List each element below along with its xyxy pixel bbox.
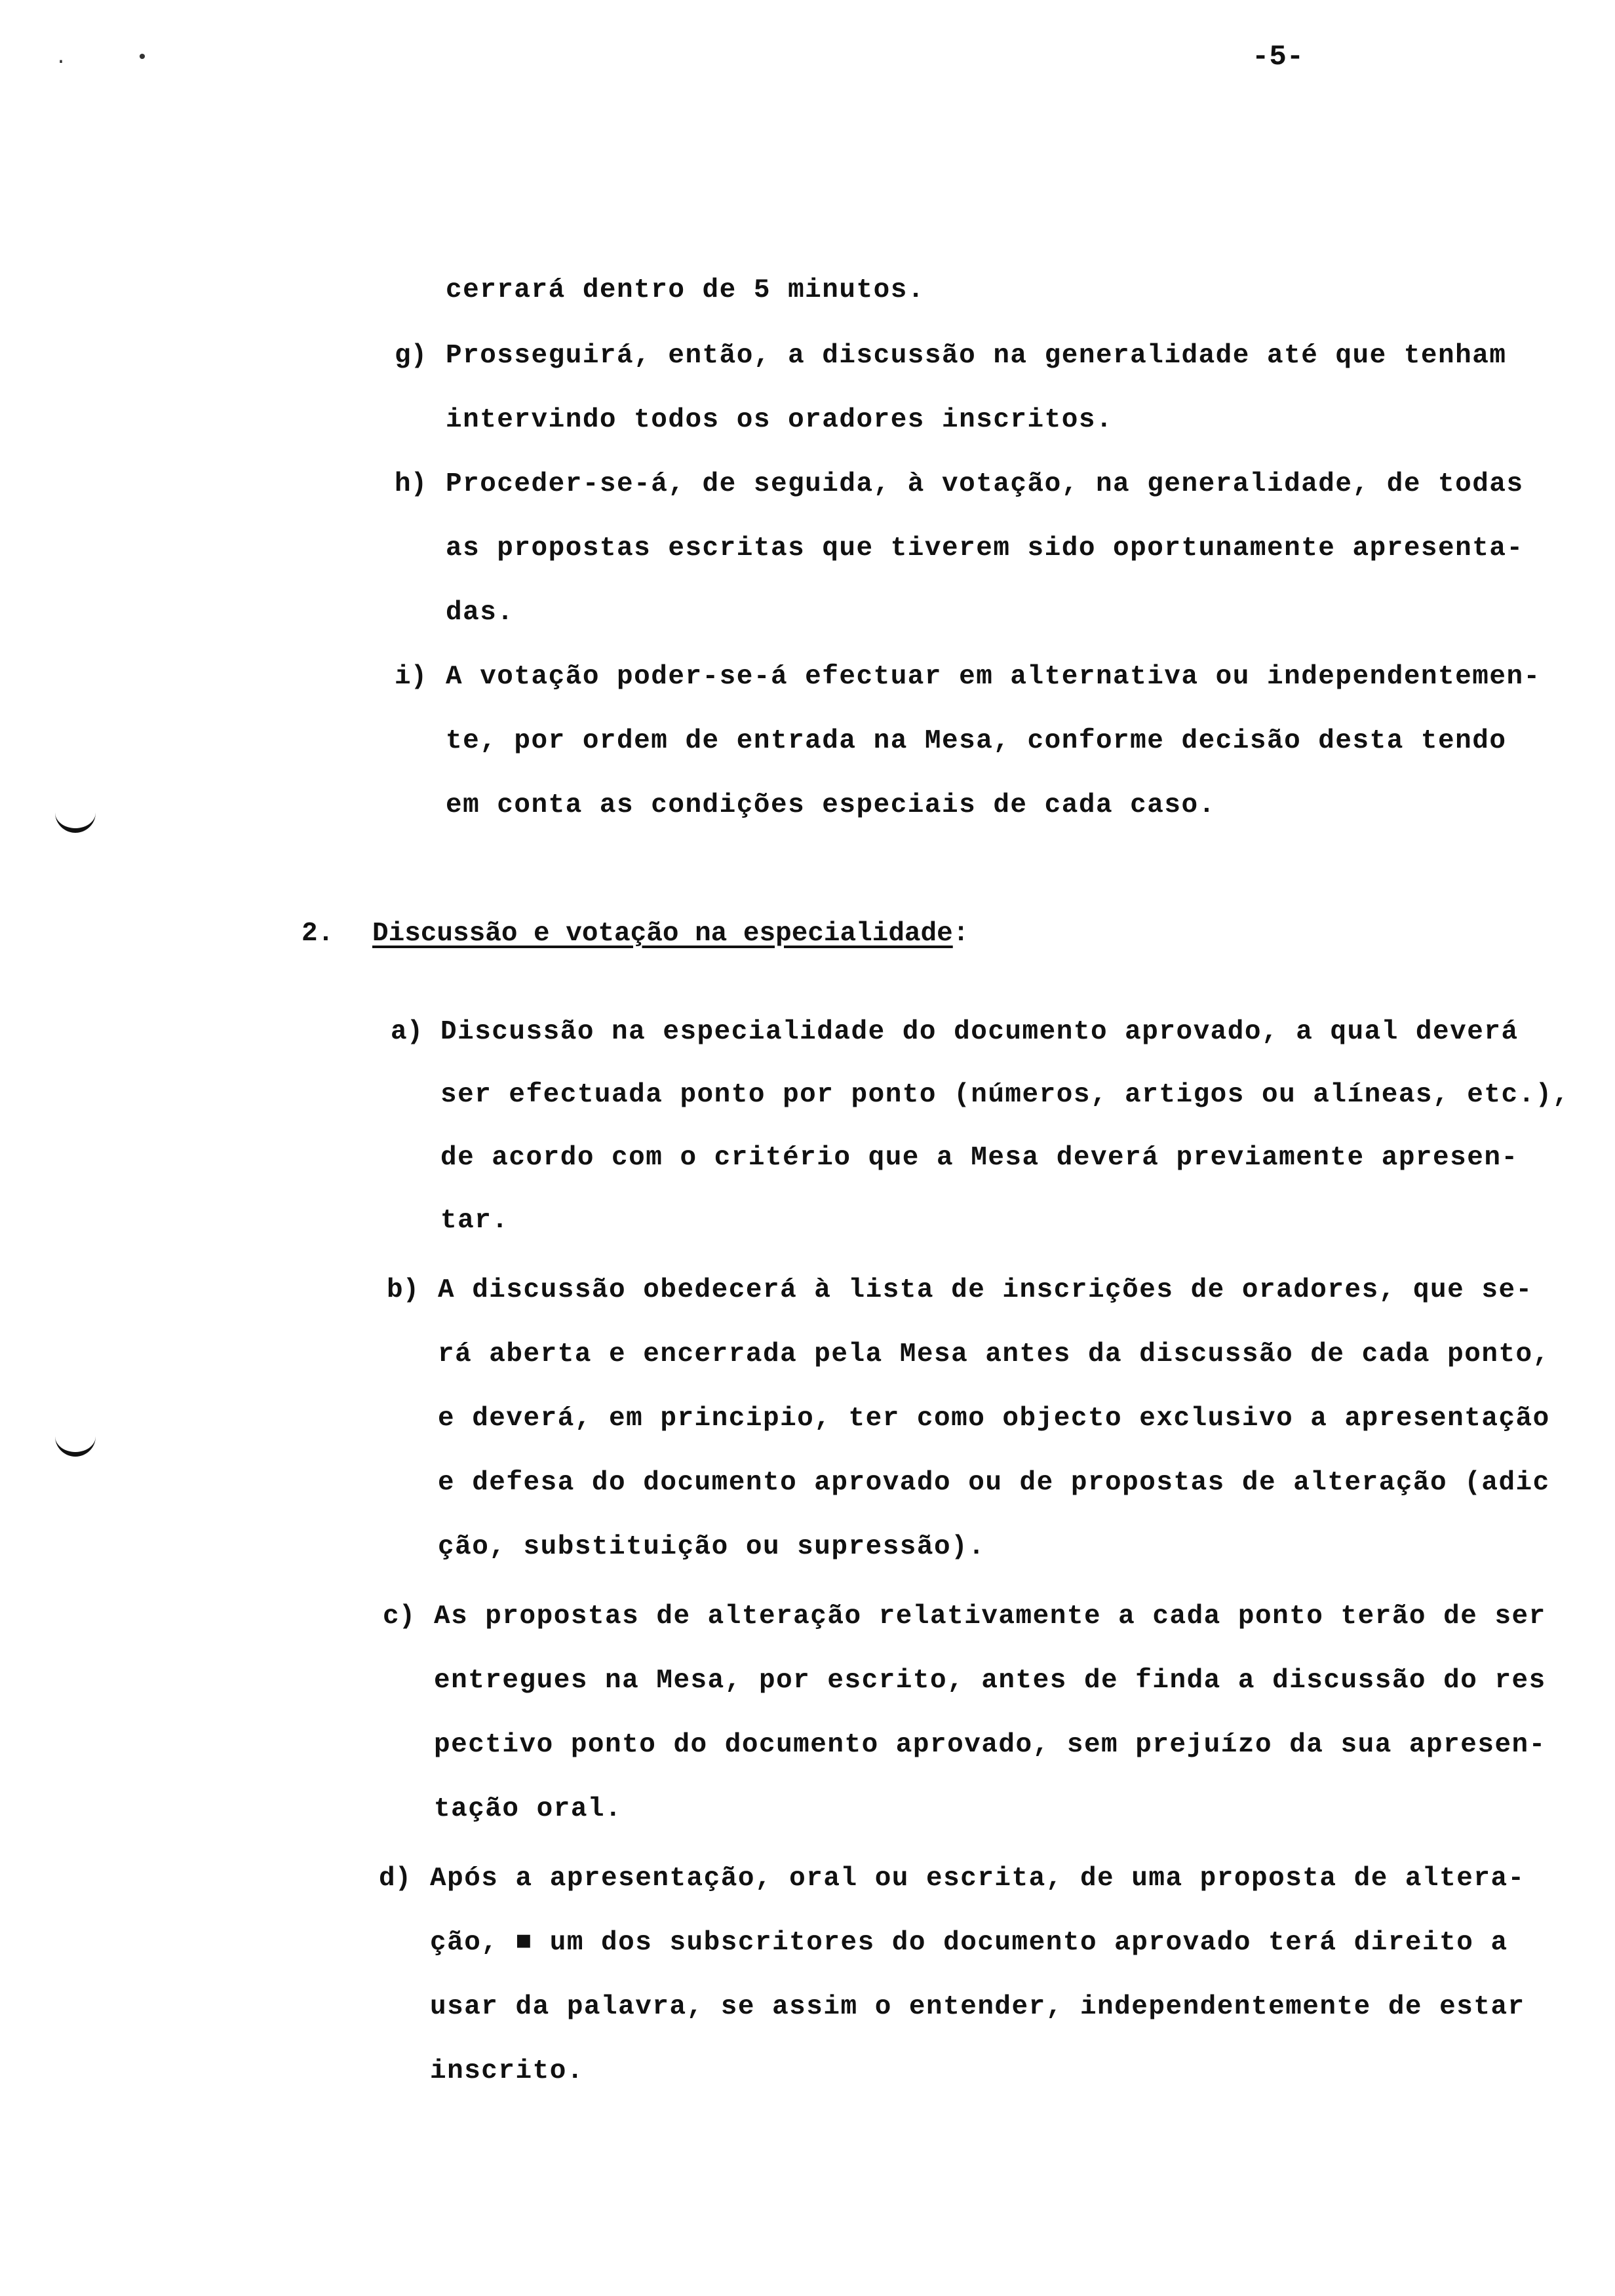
- text-line: pectivo ponto do documento aprovado, sem prejuízo da sua apresen-: [434, 1730, 1546, 1760]
- text-line: ser efectuada ponto por ponto (números, artigos ou alíneas, etc.),: [440, 1080, 1570, 1110]
- text-line: Após a apresentação, oral ou escrita, de uma proposta de altera-: [430, 1864, 1525, 1894]
- item-label-d: d): [379, 1864, 412, 1894]
- text-line: em conta as condições especiais de cada caso.: [446, 790, 1216, 820]
- text-line: as propostas escritas que tiverem sido oportunamente apresenta-: [446, 533, 1524, 564]
- text-line: ção, substituição ou supressão).: [438, 1532, 986, 1562]
- text-line: e defesa do documento aprovado ou de propostas de alteração (adic: [438, 1468, 1550, 1498]
- section-number: 2.: [302, 919, 334, 949]
- text-line: ção, ■ um dos subscritores do documento aprovado terá direito a: [430, 1928, 1508, 1958]
- page-number: -5-: [1252, 41, 1304, 73]
- item-label-b: b): [387, 1275, 419, 1305]
- punch-hole-mark: [55, 1431, 96, 1457]
- text-line: das.: [446, 598, 515, 628]
- text-line: entregues na Mesa, por escrito, antes de finda a discussão do res: [434, 1666, 1546, 1696]
- text-line: de acordo com o critério que a Mesa deverá previamente apresen-: [440, 1143, 1519, 1173]
- item-label-i: i): [395, 662, 427, 692]
- text-line: inscrito.: [430, 2056, 584, 2086]
- text-line: cerrará dentro de 5 minutos.: [446, 275, 925, 305]
- section-title: Discussão e votação na especialidade: [372, 919, 953, 949]
- item-label-c: c): [383, 1601, 416, 1632]
- text-line: e deverá, em principio, ter como objecto exclusivo a apresentação: [438, 1404, 1550, 1434]
- item-label-a: a): [391, 1017, 423, 1047]
- margin-bullet: •: [136, 47, 149, 69]
- text-line: usar da palavra, se assim o entender, independentemente de estar: [430, 1992, 1525, 2022]
- text-line: Discussão na especialidade do documento aprovado, a qual deverá: [440, 1017, 1519, 1047]
- text-line: A discussão obedecerá à lista de inscrições de oradores, que se-: [438, 1275, 1533, 1305]
- text-line: te, por ordem de entrada na Mesa, conforme decisão desta tendo: [446, 726, 1507, 756]
- text-line: intervindo todos os oradores inscritos.: [446, 405, 1114, 435]
- item-label-g: g): [395, 341, 427, 371]
- text-line: Proceder-se-á, de seguida, à votação, na generalidade, de todas: [446, 469, 1524, 499]
- text-line: A votação poder-se-á efectuar em alternativa ou independentemen-: [446, 662, 1541, 692]
- section-heading: [302, 917, 969, 950]
- margin-dot: .: [55, 47, 68, 69]
- item-label-h: h): [395, 469, 427, 499]
- text-line: tação oral.: [434, 1794, 623, 1824]
- punch-hole-mark: [55, 807, 96, 833]
- text-line: Prosseguirá, então, a discussão na generalidade até que tenham: [446, 341, 1507, 371]
- text-line: rá aberta e encerrada pela Mesa antes da discussão de cada ponto,: [438, 1339, 1550, 1369]
- text-line: tar.: [440, 1206, 509, 1236]
- text-line: As propostas de alteração relativamente a cada ponto terão de ser: [434, 1601, 1546, 1632]
- section-colon: :: [952, 919, 969, 949]
